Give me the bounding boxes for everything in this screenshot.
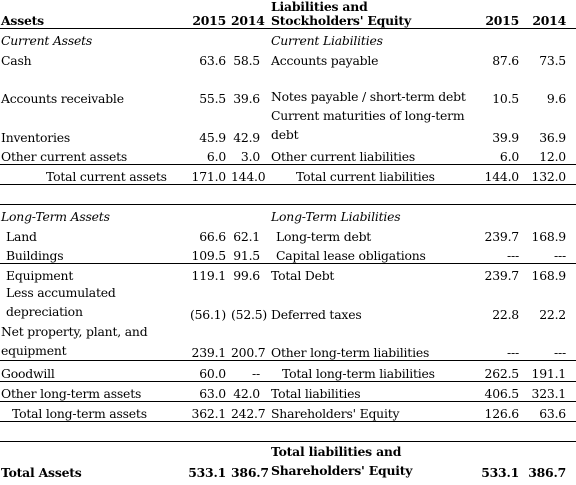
asset-2015: 119.1 xyxy=(191,268,226,284)
liability-2014: 9.6 xyxy=(546,91,566,107)
total-liabilities-equity-2015: 533.1 xyxy=(481,465,519,481)
asset-2014: 200.7 xyxy=(230,322,270,361)
asset-2014: 39.6 xyxy=(233,91,260,107)
asset-label: Buildings xyxy=(0,244,174,264)
liability-2014: 36.9 xyxy=(539,129,566,145)
table-row xyxy=(0,244,576,264)
long-term-liabilities-section-label: Long-Term Liabilities xyxy=(271,209,401,225)
liability-2015: --- xyxy=(472,244,525,264)
asset-2015: 55.5 xyxy=(199,91,226,107)
liability-2014: 168.9 xyxy=(531,228,566,244)
asset-2015: 66.6 xyxy=(199,228,226,244)
asset-2014: 91.5 xyxy=(230,244,270,264)
liability-2015: 10.5 xyxy=(492,91,519,107)
liability-2015: 22.8 xyxy=(492,306,519,322)
liability-2014: 132.0 xyxy=(525,165,576,185)
liability-2014: 22.2 xyxy=(539,306,566,322)
liabilities-header-line1: Liabilities and xyxy=(271,0,368,14)
header-row xyxy=(0,0,576,29)
liability-2015: 39.9 xyxy=(492,129,519,145)
asset-label: Goodwill xyxy=(0,361,174,381)
liability-2014: 12.0 xyxy=(525,145,576,165)
assets-header: Assets xyxy=(0,0,174,29)
total-long-term-assets-label: Total long-term assets xyxy=(0,401,174,421)
grand-total-row xyxy=(0,441,576,480)
asset-2014: 242.7 xyxy=(230,401,270,421)
table-row xyxy=(0,381,576,401)
asset-label: Other current assets xyxy=(0,145,174,165)
asset-2015: 60.0 xyxy=(174,361,230,381)
liability-label: Current maturities of long-term debt xyxy=(271,108,465,143)
assets-year-2015-header: 2015 xyxy=(174,0,230,29)
asset-2015: 63.6 xyxy=(199,52,226,68)
liability-label: Accounts payable xyxy=(271,52,379,68)
liabilities-header xyxy=(270,0,472,29)
asset-2014: 42.0 xyxy=(230,381,270,401)
liability-label: Long-term debt xyxy=(276,228,372,244)
total-current-assets-label: Total current assets xyxy=(0,165,174,185)
liability-2015: 6.0 xyxy=(472,145,525,165)
spacer-row xyxy=(0,185,576,205)
liability-label: Capital lease obligations xyxy=(270,244,472,264)
long-term-assets-section-label: Long-Term Assets xyxy=(1,209,110,225)
liability-2015: 239.7 xyxy=(484,268,519,284)
asset-label: Cash xyxy=(1,52,32,68)
liability-2014: 73.5 xyxy=(539,52,566,68)
liability-label: Other long-term liabilities xyxy=(270,322,472,361)
table-row xyxy=(0,48,576,67)
table-row xyxy=(0,322,576,361)
asset-2015: 63.0 xyxy=(174,381,230,401)
asset-2014: 99.6 xyxy=(233,268,260,284)
asset-2014: 144.0 xyxy=(230,165,270,185)
asset-2015: 171.0 xyxy=(174,165,230,185)
table-row xyxy=(0,263,576,283)
subtotal-row xyxy=(0,165,576,185)
total-liabilities-equity-label: Total liabilities and Shareholders' Equity xyxy=(271,443,413,479)
asset-label: Accounts receivable xyxy=(1,91,124,107)
asset-2015: (56.1) xyxy=(189,306,226,322)
asset-2014: 3.0 xyxy=(230,145,270,165)
section-row-current xyxy=(0,29,576,49)
asset-2014: 58.5 xyxy=(233,52,260,68)
asset-2014: 42.9 xyxy=(233,129,260,145)
section-row-long-term xyxy=(0,204,576,224)
table-row xyxy=(0,106,576,145)
total-current-liabilities-label: Total current liabilities xyxy=(270,165,472,185)
liability-2014: 168.9 xyxy=(531,268,566,284)
liability-label: Notes payable / short-term debt xyxy=(271,88,466,104)
spacer-row xyxy=(0,422,576,442)
table-row xyxy=(0,361,576,381)
total-long-term-liabilities-label: Total long-term liabilities xyxy=(270,361,472,381)
asset-2015: 362.1 xyxy=(174,401,230,421)
liability-2014: --- xyxy=(525,322,576,361)
liabilities-year-2015-header: 2015 xyxy=(472,0,525,29)
liability-2015: 239.7 xyxy=(484,228,519,244)
total-assets-2015: 533.1 xyxy=(188,465,226,481)
asset-2014: 62.1 xyxy=(233,228,260,244)
liability-2015: 406.5 xyxy=(472,381,525,401)
asset-2015: 239.1 xyxy=(174,322,230,361)
shareholders-equity-label: Shareholders' Equity xyxy=(270,401,472,421)
liability-2014: 191.1 xyxy=(525,361,576,381)
liability-2015: 126.6 xyxy=(472,401,525,421)
liability-2015: 87.6 xyxy=(492,52,519,68)
total-assets-label: Total Assets xyxy=(1,465,82,481)
asset-label: Inventories xyxy=(1,129,71,145)
table-row xyxy=(0,145,576,165)
liability-label: Deferred taxes xyxy=(271,306,362,322)
liability-2014: 323.1 xyxy=(525,381,576,401)
liability-2015: --- xyxy=(472,322,525,361)
asset-label: Land xyxy=(6,228,37,244)
liabilities-header-line2: Stockholders' Equity xyxy=(271,13,411,28)
asset-2014: (52.5) xyxy=(231,306,268,322)
asset-2014: -- xyxy=(230,361,270,381)
liability-2014: 63.6 xyxy=(525,401,576,421)
asset-2015: 109.5 xyxy=(174,244,230,264)
assets-year-2014-header: 2014 xyxy=(230,0,270,29)
liability-2014: --- xyxy=(525,244,576,264)
liability-2015: 144.0 xyxy=(472,165,525,185)
asset-label: Net property, plant, and equipment xyxy=(0,322,174,361)
current-liabilities-section-label: Current Liabilities xyxy=(271,33,383,49)
table-row xyxy=(0,68,576,107)
total-debt-label: Total Debt xyxy=(271,268,335,284)
asset-2015: 6.0 xyxy=(174,145,230,165)
asset-label: Equipment xyxy=(6,268,74,284)
liability-2015: 262.5 xyxy=(472,361,525,381)
liability-label: Other current liabilities xyxy=(270,145,472,165)
table-row xyxy=(0,224,576,243)
liabilities-year-2014-header: 2014 xyxy=(525,0,576,29)
total-assets-2014: 386.7 xyxy=(231,465,269,481)
table-row xyxy=(0,283,576,322)
total-liabilities-label: Total liabilities xyxy=(270,381,472,401)
asset-label: Other long-term assets xyxy=(0,381,174,401)
subtotal-row xyxy=(0,401,576,421)
asset-label: Less accumulated depreciation xyxy=(6,285,116,320)
current-assets-section-label: Current Assets xyxy=(1,33,93,49)
asset-2015: 45.9 xyxy=(199,129,226,145)
total-liabilities-equity-2014: 386.7 xyxy=(528,465,566,481)
